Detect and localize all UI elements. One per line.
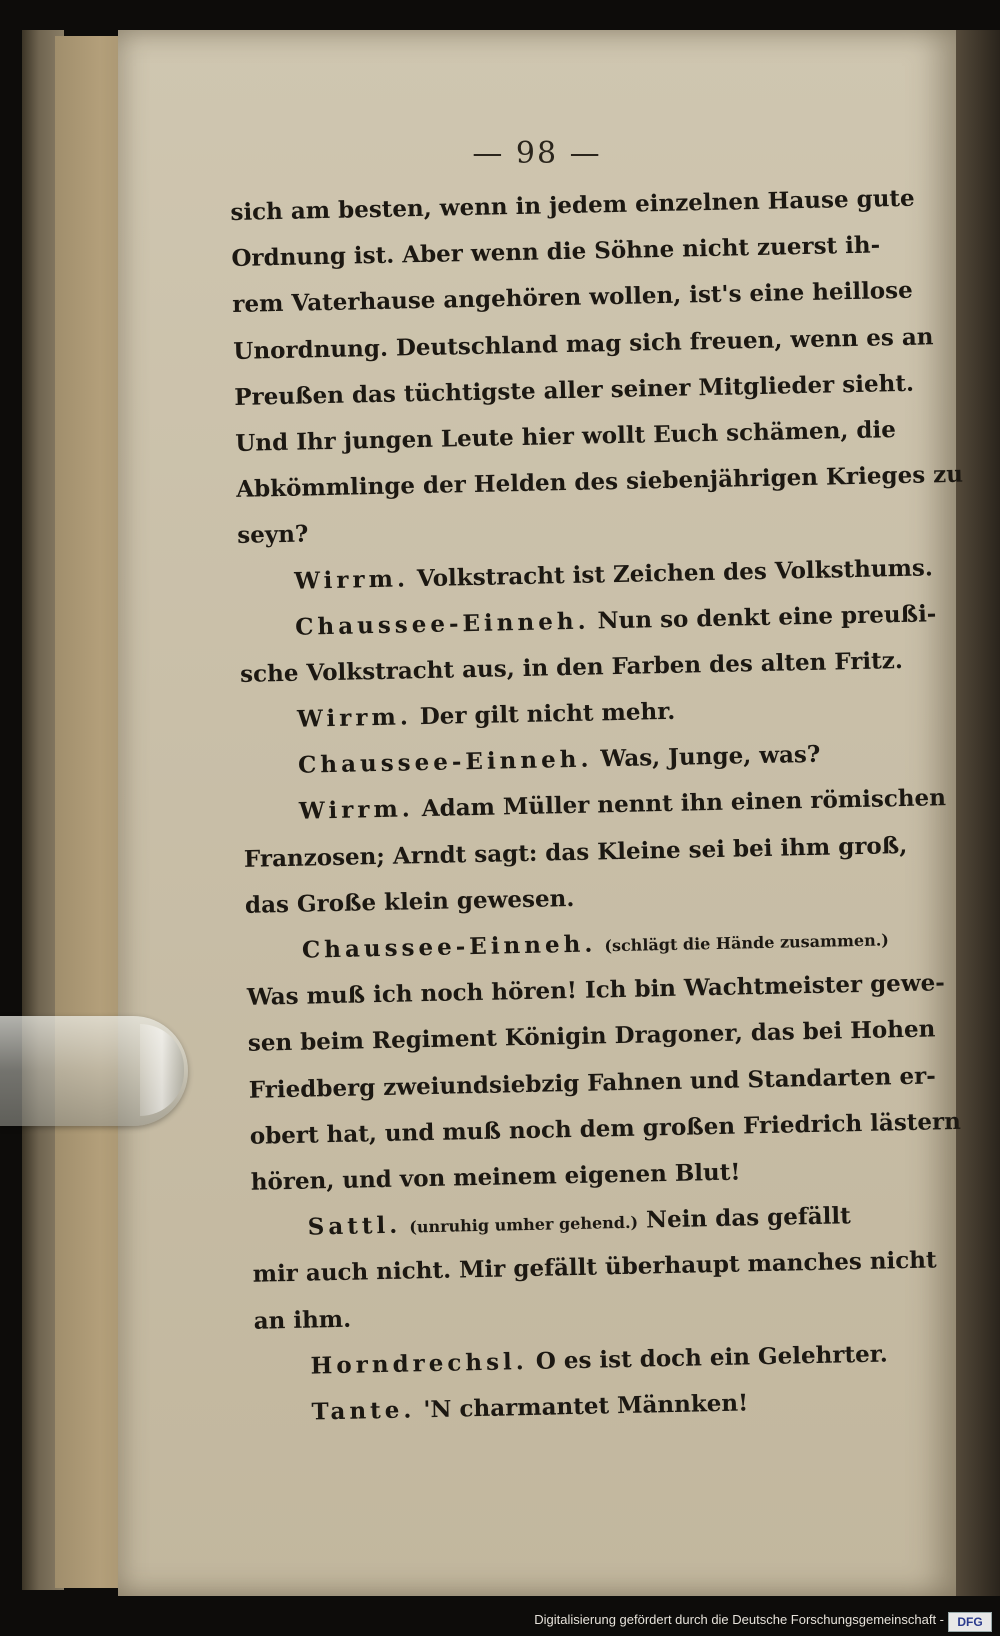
- line-text: Abkömmlinge der Helden des siebenjährigen Krieges zu: [235, 460, 964, 504]
- line-text: Unordnung. Deutschland mag sich freuen, wenn es an: [233, 322, 934, 365]
- line-text: obert hat, und muß noch dem großen Friedrich lästern: [249, 1107, 962, 1150]
- line-text: seyn?: [236, 520, 309, 550]
- line-text: Nein das gefällt: [645, 1202, 852, 1234]
- line-text: Volkstracht ist Zeichen des Volksthums.: [416, 553, 934, 592]
- speaker-name: Tante.: [311, 1396, 416, 1426]
- line-text: rem Vaterhause angehören wollen, ist's eine heillose: [232, 277, 913, 319]
- line-text: Nun so denkt eine preußi-: [597, 599, 937, 635]
- line-text: sche Volkstracht aus, in den Farben des alten Fritz.: [239, 646, 904, 688]
- right-page-edge: [950, 30, 1000, 1596]
- line-text: Adam Müller nennt ihn einen römischen: [421, 784, 947, 823]
- speaker-name: Wirrm.: [296, 703, 413, 733]
- dfg-logo: DFG: [948, 1612, 992, 1632]
- speaker-name: Wirrm.: [298, 795, 415, 826]
- line-text: Franzosen; Arndt sagt: das Kleine sei bei ihm groß,: [243, 831, 908, 873]
- line-text: Und Ihr jungen Leute hier wollt Euch schämen, die: [235, 416, 897, 457]
- line-text: mir auch nicht. Mir gefällt überhaupt manches nicht: [252, 1246, 937, 1289]
- line-text: 'N charmantet Männken!: [423, 1389, 749, 1424]
- speaker-name: Chaussee-Einneh.: [294, 607, 590, 641]
- speaker-name: Wirrm.: [293, 564, 410, 595]
- line-text: an ihm.: [253, 1305, 352, 1335]
- footer-credit: Digitalisierung gefördert durch die Deutsche Forschungsgemeinschaft -: [534, 1612, 944, 1627]
- line-text: Ordnung ist. Aber wenn die Söhne nicht zuerst ih-: [231, 231, 881, 273]
- speaker-name: Chaussee-Einneh.: [297, 745, 593, 779]
- line-text: O es ist doch ein Gelehrter.: [535, 1340, 888, 1375]
- line-text: das Große klein gewesen.: [244, 884, 575, 919]
- line-text: sen beim Regiment Königin Dragoner, das bei Hohen: [247, 1015, 936, 1058]
- line-text: Was, Junge, was?: [600, 741, 821, 773]
- line-text: Der gilt nicht mehr.: [419, 697, 676, 731]
- page-number: — 98 —: [472, 136, 602, 171]
- stage-direction: (unruhig umher gehend.): [409, 1212, 639, 1237]
- line-text: Friedberg zweiundsiebzig Fahnen und Standarten er-: [248, 1061, 937, 1104]
- line-text: Was muß ich noch hören! Ich bin Wachtmeister gewe-: [246, 969, 946, 1012]
- page-text-block: [230, 176, 964, 1437]
- line-text: sich am besten, wenn in jedem einzelnen Hause gute: [230, 184, 915, 226]
- speaker-name: Horndrechsl.: [310, 1347, 529, 1380]
- line-text: Preußen das tüchtigste aller seiner Mitglieder sieht.: [234, 369, 915, 411]
- speaker-name: Sattl.: [307, 1211, 402, 1241]
- speaker-name: Chaussee-Einneh.: [301, 930, 597, 964]
- line-text: hören, und von meinem eigenen Blut!: [250, 1158, 741, 1196]
- stage-direction: (schlägt die Hände zusammen.): [604, 930, 890, 956]
